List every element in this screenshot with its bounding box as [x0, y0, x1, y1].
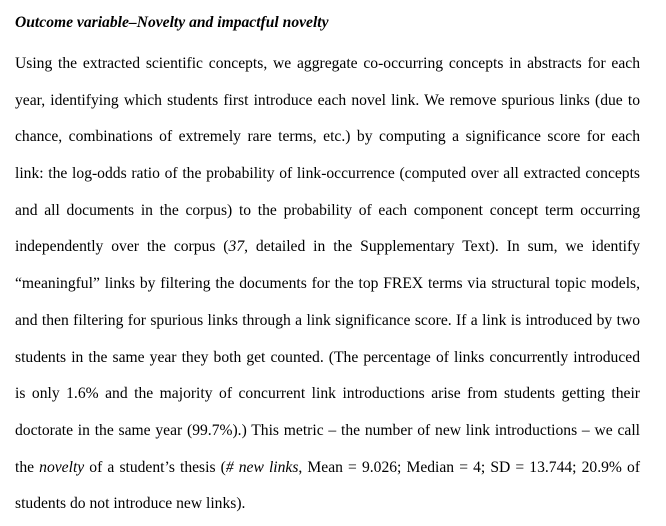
- paragraph-line: and all documents in the corpus) to the probability of each component concept term occurring: [15, 201, 640, 219]
- line-text: , Mean = 9.026; Median = 4; SD = 13.744; 20.9% of: [298, 458, 641, 476]
- paragraph-line: year, identifying which students first introduce each novel link. We remove spurious links (due to: [15, 91, 640, 109]
- citation-number: 37: [228, 238, 245, 256]
- line-text: , detailed in the Supplementary Text). In sum, we identify: [244, 238, 640, 256]
- paragraph-line: students in the same year they both get counted. (The percentage of links concurrently introduced: [15, 348, 640, 366]
- line-text: the: [15, 458, 40, 476]
- paragraph-line: “meaningful” links by filtering the documents for the top FREX terms via structural topic models,: [15, 275, 640, 293]
- line-text: independently over the corpus (: [15, 238, 229, 256]
- paragraph-line: Using the extracted scientific concepts, we aggregate co-occurring concepts in abstracts for each: [15, 55, 640, 72]
- section-heading: Outcome variable–Novelty and impactful novelty: [15, 14, 329, 31]
- variable-label: # new links: [225, 458, 299, 476]
- body-paragraph: [15, 46, 640, 523]
- paragraph-line: link: the log-odds ratio of the probability of link-occurrence (computed over all extracted concepts: [15, 165, 640, 183]
- paragraph-line: [15, 450, 640, 487]
- novelty-term: novelty: [39, 458, 85, 476]
- paragraph-line: is only 1.6% and the majority of concurrent link introductions arise from students getting their: [15, 385, 640, 403]
- line-text: of a student’s thesis (: [84, 458, 226, 476]
- paragraph-line: [15, 229, 640, 266]
- paragraph-line: chance, combinations of extremely rare terms, etc.) by computing a significance score for each: [15, 128, 640, 146]
- paragraph-line: students do not introduce new links).: [15, 495, 246, 513]
- document-page: [15, 10, 640, 523]
- paragraph-line: and then filtering for spurious links through a link significance score. If a link is introduced by two: [15, 311, 640, 329]
- paragraph-line: doctorate in the same year (99.7%).) This metric – the number of new link introductions – we call: [15, 421, 640, 439]
